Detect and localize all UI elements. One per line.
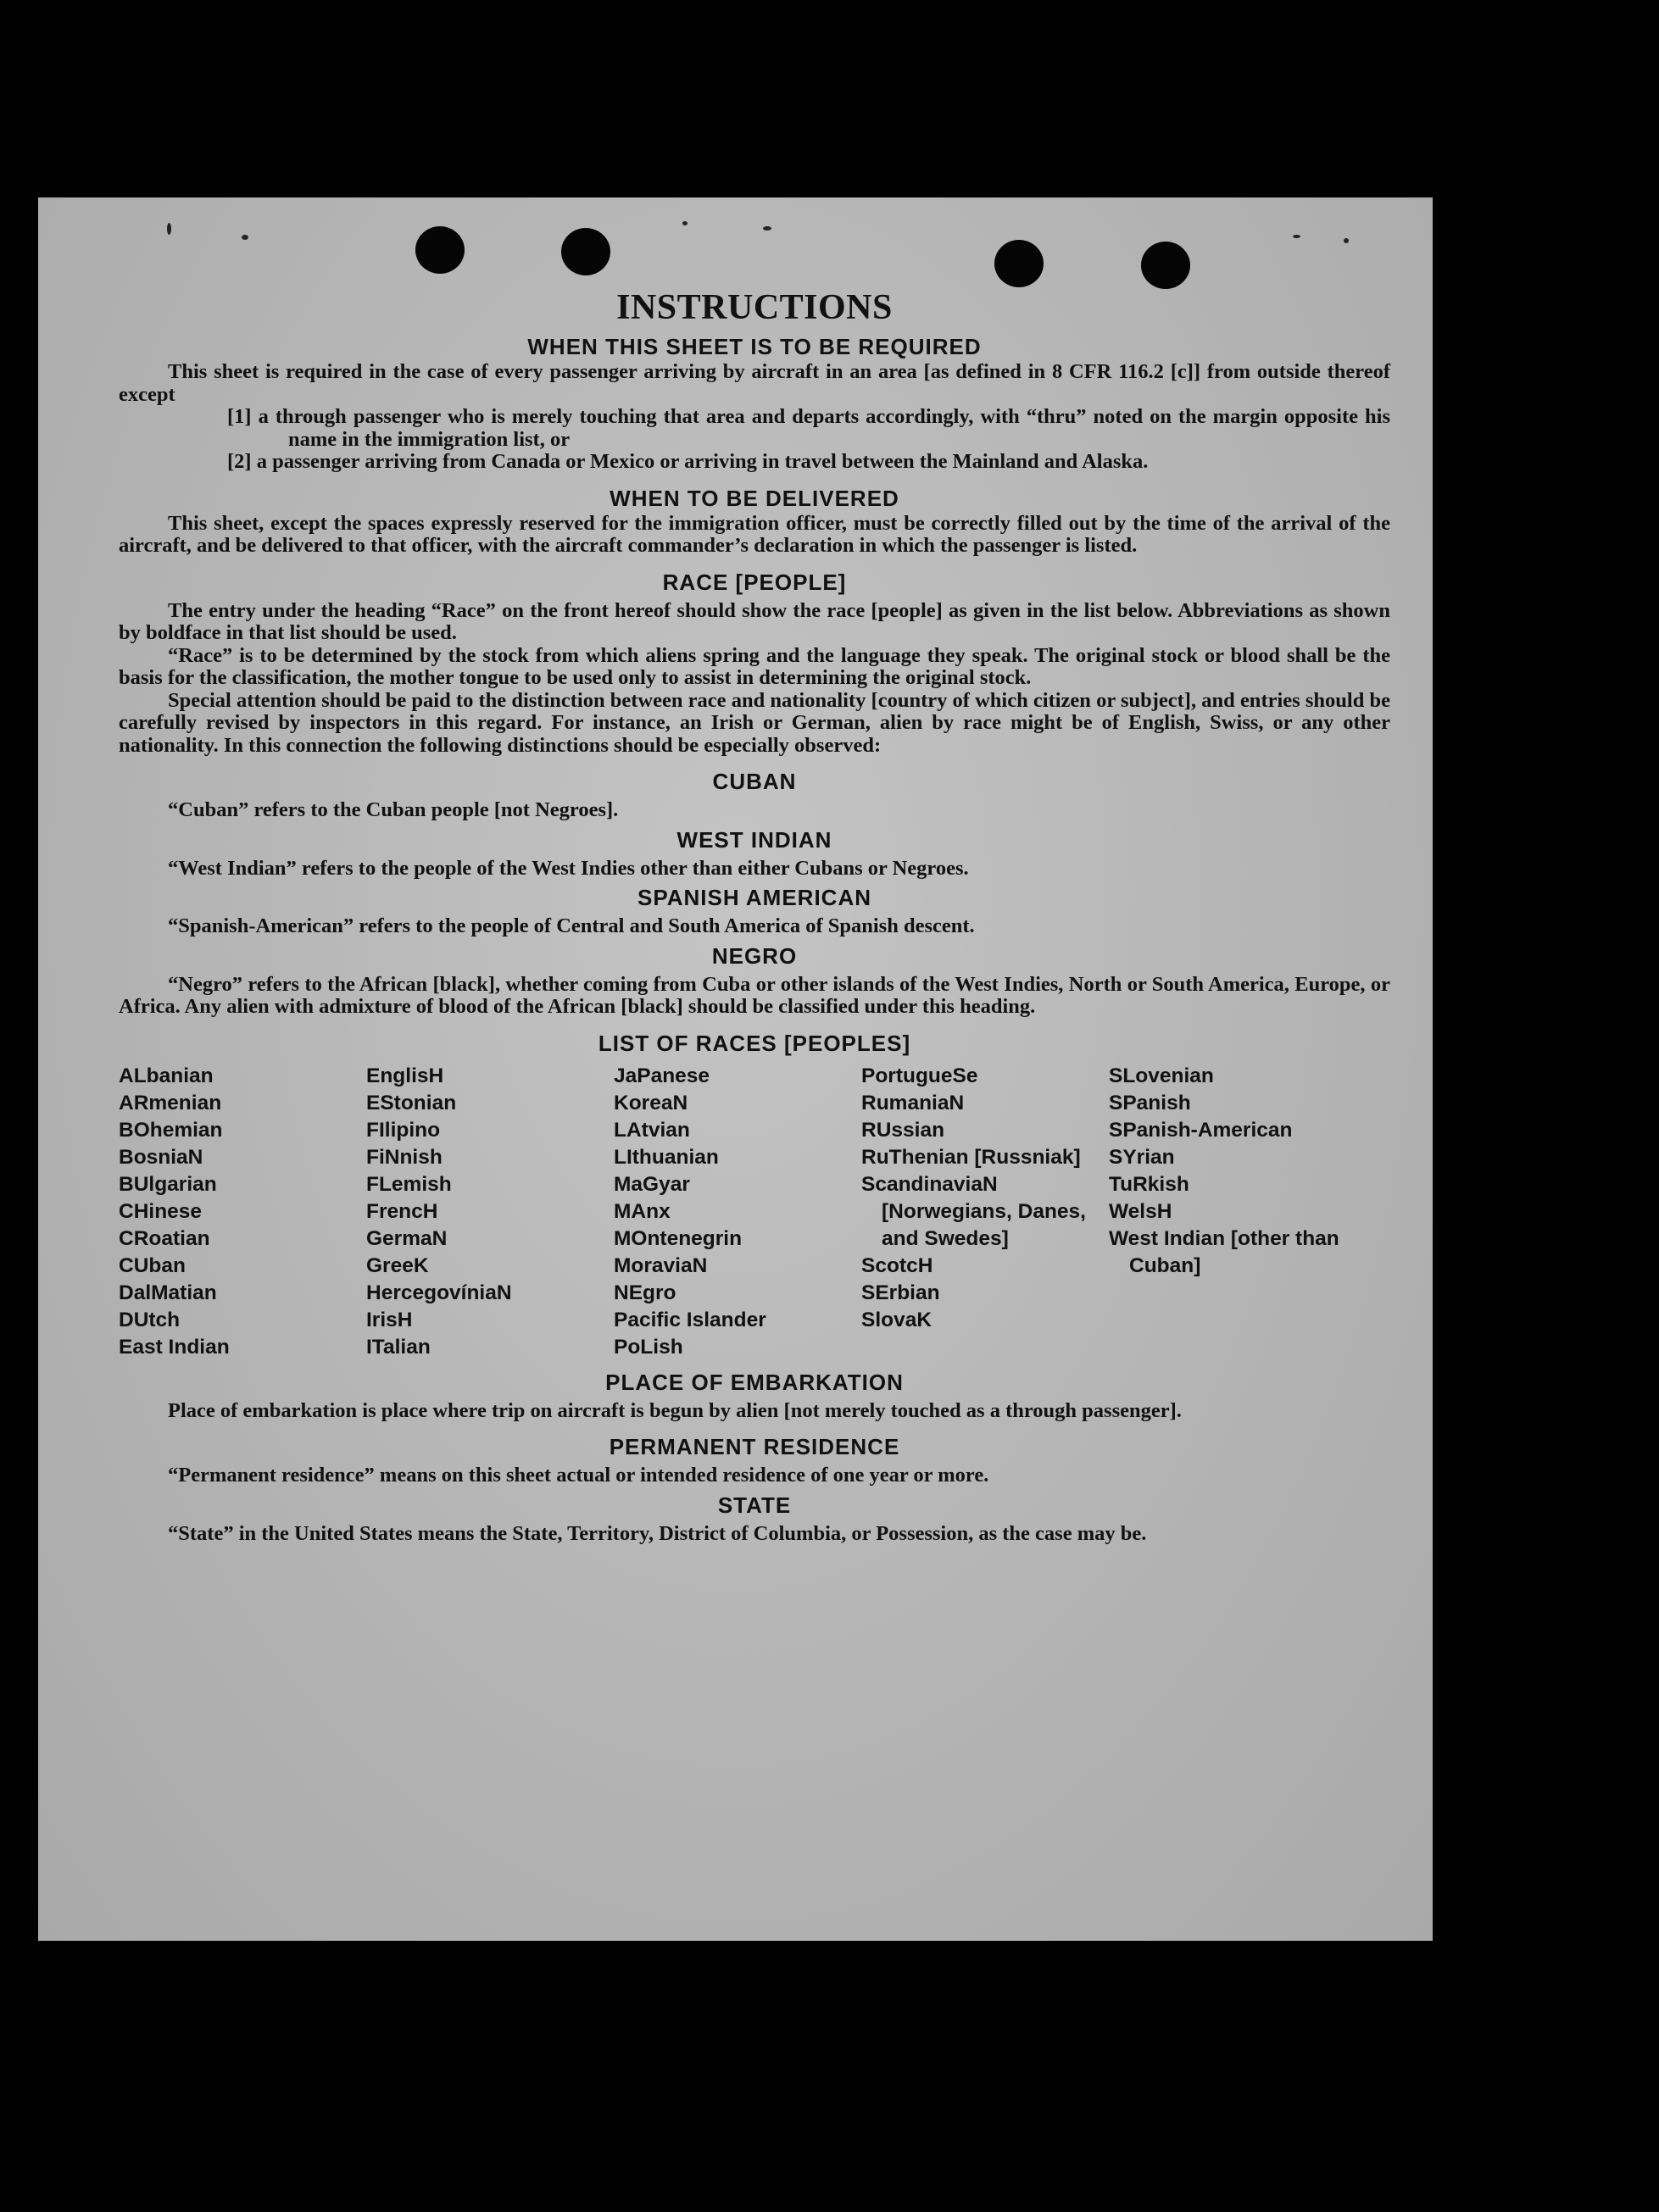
race-item: FIlipino: [366, 1118, 441, 1142]
heading-embarkation: PLACE OF EMBARKATION: [605, 1369, 904, 1395]
when-required-item-1: [1] a through passenger who is merely touching that area and departs accordingly, with “thru” noted on the margin opposite his name in the immigration list, or: [227, 405, 1390, 451]
race-item: PortugueSe: [861, 1064, 978, 1087]
race-item: SLovenian: [1109, 1064, 1214, 1087]
races-column-3: [614, 1063, 861, 1361]
race-item: GermaN: [366, 1226, 448, 1250]
race-item: LAtvian: [614, 1118, 690, 1142]
race-item: GreeK: [366, 1253, 429, 1277]
speck: [763, 226, 771, 231]
race-item: TuRkish: [1109, 1172, 1189, 1196]
race-item: SYrian: [1109, 1145, 1175, 1169]
race-item: PoLish: [614, 1335, 683, 1359]
race-item: BOhemian: [119, 1118, 223, 1142]
races-list: [119, 1063, 1390, 1361]
speck: [1344, 238, 1349, 243]
race-item: LIthuanian: [614, 1145, 719, 1169]
race-item: SPanish-American: [1109, 1118, 1293, 1142]
when-required-item-2: [2] a passenger arriving from Canada or Mexico or arriving in travel between the Mainland and Alaska.: [227, 450, 1149, 473]
heading-when-required: WHEN THIS SHEET IS TO BE REQUIRED: [527, 334, 982, 359]
race-item: HercegovíniaN: [366, 1281, 512, 1304]
race-item: ITalian: [366, 1335, 431, 1359]
heading-state: STATE: [717, 1492, 792, 1518]
race-item: SlovaK: [861, 1308, 932, 1331]
race-item: MAnx: [614, 1199, 671, 1223]
races-column-1: [119, 1063, 366, 1361]
document-title: INSTRUCTIONS: [616, 288, 893, 327]
west-indian-text: “West Indian” refers to the people of the West Indies other than either Cubans or Negroes.: [168, 856, 969, 880]
race-item: EStonian: [366, 1091, 457, 1114]
speck: [167, 223, 171, 235]
negro-text: “Negro” refers to the African [black], whether coming from Cuba or other islands of the West Indies, North or South America, Europe, or Africa. Any alien with admixture of blood of the African [black] should be classified under this heading.: [119, 972, 1390, 1018]
race-item: SErbian: [861, 1281, 940, 1304]
document-content: [119, 286, 1390, 1545]
race-item: ScandinaviaN [Norwegians, Danes, and Swedes]: [861, 1172, 1086, 1250]
race-item: FrencH: [366, 1199, 438, 1223]
punch-hole: [561, 228, 610, 275]
race-item: CUban: [119, 1253, 186, 1277]
race-item: East Indian: [119, 1335, 230, 1359]
races-column-4: [861, 1063, 1109, 1361]
race-item: MoraviaN: [614, 1253, 708, 1277]
race-item: WelsH: [1109, 1199, 1172, 1223]
race-item: CRoatian: [119, 1226, 210, 1250]
race-item: RumaniaN: [861, 1091, 965, 1114]
heading-race: RACE [PEOPLE]: [662, 569, 847, 595]
race-item: NEgro: [614, 1281, 676, 1304]
heading-permanent-residence: PERMANENT RESIDENCE: [609, 1434, 900, 1459]
heading-list-of-races: LIST OF RACES [PEOPLES]: [598, 1030, 911, 1056]
race-item: BUlgarian: [119, 1172, 217, 1196]
race-item: CHinese: [119, 1199, 203, 1223]
race-item: IrisH: [366, 1308, 413, 1331]
race-item: BosniaN: [119, 1145, 203, 1169]
race-item: DalMatian: [119, 1281, 217, 1304]
race-item: MOntenegrin: [614, 1226, 743, 1250]
race-item: DUtch: [119, 1308, 181, 1331]
heading-spanish-american: SPANISH AMERICAN: [637, 885, 871, 910]
race-item: RUssian: [861, 1118, 945, 1142]
heading-west-indian: WEST INDIAN: [676, 826, 832, 853]
when-delivered-text: This sheet, except the spaces expressly reserved for the immigration officer, must be correctly filled out by the time of the arrival of the aircraft, and be delivered to that officer, with the aircraft commander’s declaration in which the passenger is listed.: [119, 511, 1390, 557]
speck: [1293, 235, 1300, 238]
race-item: MaGyar: [614, 1172, 690, 1196]
speck: [242, 235, 248, 240]
race-item: FiNnish: [366, 1145, 443, 1169]
race-item: EnglisH: [366, 1064, 444, 1087]
punch-hole: [1141, 242, 1190, 289]
races-column-2: [366, 1063, 614, 1361]
race-item: FLemish: [366, 1172, 452, 1196]
when-required-intro: This sheet is required in the case of every passenger arriving by aircraft in an area [as defined in 8 CFR 116.2 [c]] from outside thereof except: [119, 360, 1390, 406]
race-item: SPanish: [1109, 1091, 1191, 1114]
spanish-american-text: “Spanish-American” refers to the people of Central and South America of Spanish descent.: [168, 914, 975, 937]
cuban-text: “Cuban” refers to the Cuban people [not Negroes].: [168, 798, 619, 821]
heading-negro: NEGRO: [711, 942, 798, 969]
races-column-5: [1109, 1063, 1356, 1361]
race-item: ARmenian: [119, 1091, 222, 1114]
race-paragraph-2: “Race” is to be determined by the stock from which aliens spring and the language they speak. The original stock or blood shall be the basis for the classification, the mother tongue to be used only to assist in determining the original stock.: [119, 643, 1390, 689]
punch-hole: [415, 226, 465, 274]
state-text: “State” in the United States means the State, Territory, District of Columbia, or Possession, as the case may be.: [168, 1521, 1147, 1545]
race-paragraph-3: Special attention should be paid to the distinction between race and nationality [country of which citizen or subject], and entries should be carefully revised by inspectors in this regard. For instance, an Irish or German, alien by race might be of English, Swiss, or any other nationality. In this connection the following distinctions should be especially observed:: [119, 688, 1390, 757]
race-item: JaPanese: [614, 1064, 710, 1087]
race-item: ScotcH: [861, 1253, 933, 1277]
speck: [682, 221, 688, 225]
residence-text: “Permanent residence” means on this sheet actual or intended residence of one year or more.: [168, 1464, 989, 1487]
race-item: ALbanian: [119, 1064, 214, 1087]
race-item: West Indian [other than Cuban]: [1109, 1226, 1339, 1277]
punch-hole: [994, 240, 1044, 287]
race-item: KoreaN: [614, 1091, 688, 1114]
heading-cuban: CUBAN: [712, 769, 797, 794]
embarkation-text: Place of embarkation is place where trip on aircraft is begun by alien [not merely touched as a through passenger].: [168, 1398, 1182, 1422]
race-item: RuThenian [Russniak]: [861, 1145, 1081, 1169]
document-sheet: [38, 197, 1433, 1941]
heading-when-delivered: WHEN TO BE DELIVERED: [610, 485, 899, 511]
race-item: Pacific Islander: [614, 1308, 766, 1331]
race-paragraph-1: The entry under the heading “Race” on the front hereof should show the race [people] as given in the list below. Abbreviations as shown by boldface in that list should be used.: [119, 598, 1390, 644]
